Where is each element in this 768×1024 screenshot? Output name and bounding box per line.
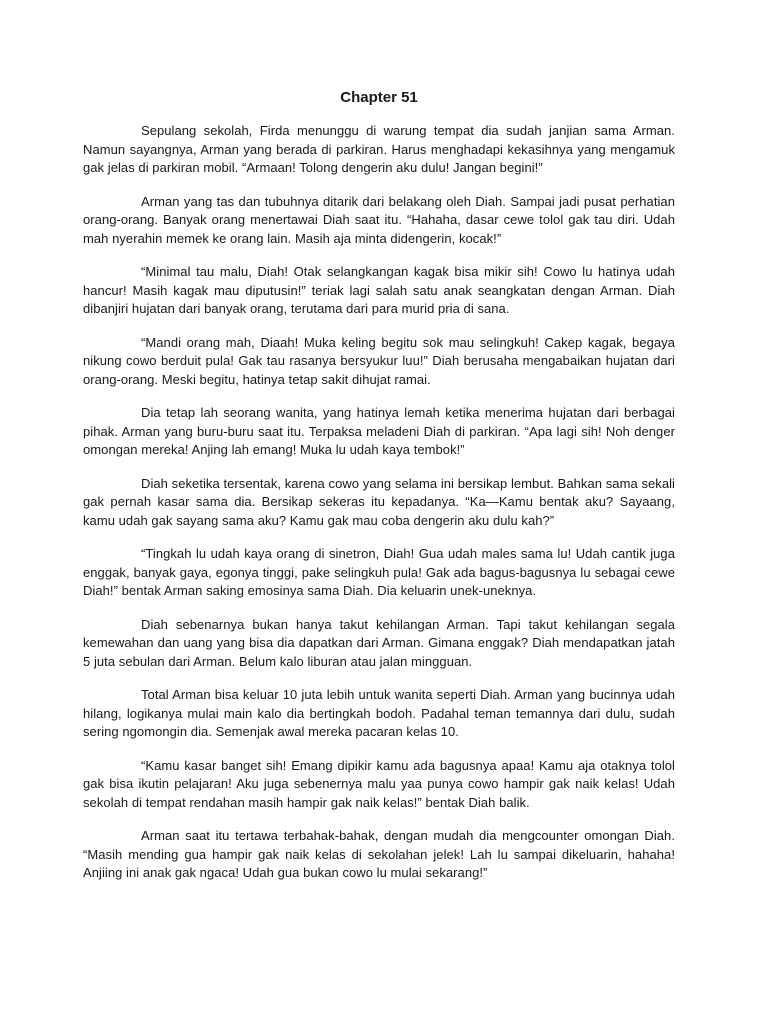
- paragraph-7: “Tingkah lu udah kaya orang di sinetron, Diah! Gua udah males sama lu! Udah cantik juga enggak, banyak gaya, egonya tinggi, pake selingkuh pula! Gak ada bagus-bagusnya lu sebagai cewe Diah!” bentak Arman saking emosinya sama Diah. Dia keluarin unek-uneknya.: [83, 546, 675, 598]
- document-page: [83, 88, 675, 898]
- paragraph-4: “Mandi orang mah, Diaah! Muka keling begitu sok mau selingkuh! Cakep kagak, begaya nikung cowo berduit pula! Gak tau rasanya bersyukur luu!” Diah berusaha mengabaikan hujatan dari orang-orang. Meski begitu, hatinya tetap sakit dihujat ramai.: [83, 334, 675, 387]
- chapter-title: Chapter 51: [340, 89, 418, 106]
- paragraph-8: Diah sebenarnya bukan hanya takut kehilangan Arman. Tapi takut kehilangan segala kemewahan dan uang yang bisa dia dapatkan dari Arman. Gimana enggak? Diah mendapatkan jatah 5 juta sebulan dari Arman. Belum kalo liburan atau jalan mingguan.: [83, 616, 675, 669]
- paragraph-2: Arman yang tas dan tubuhnya ditarik dari belakang oleh Diah. Sampai jadi pusat perhatian orang-orang. Banyak orang menertawai Diah saat itu. “Hahaha, dasar cewe tolol gak tau diri. Udah mah nyerahin memek ke orang lain. Masih aja minta didengerin, kocak!”: [83, 193, 675, 246]
- paragraph-10: “Kamu kasar banget sih! Emang dipikir kamu ada bagusnya apaa! Kamu aja otaknya tolol gak bisa ikutin pelajaran! Aku juga sebenernya malu yaa punya cowo hampir gak naik kelas! Udah sekolah di tempat rendahan masih hampir gak naik kelas!” bentak Diah balik.: [83, 757, 675, 810]
- paragraph-6: Diah seketika tersentak, karena cowo yang selama ini bersikap lembut. Bahkan sama sekali gak pernah kasar sama dia. Bersikap sekeras itu kepadanya. “Ka—Kamu bentak aku? Sayaang, kamu udah gak sayang sama aku? Kamu gak mau coba dengerin aku dulu kah?”: [83, 475, 675, 528]
- paragraph-5: Dia tetap lah seorang wanita, yang hatinya lemah ketika menerima hujatan dari berbagai pihak. Arman yang buru-buru saat itu. Terpaksa meladeni Diah di parkiran. “Apa lagi sih! Noh denger omongan mereka! Anjing lah emang! Muka lu udah kaya tembok!”: [83, 405, 675, 457]
- paragraph-3: “Minimal tau malu, Diah! Otak selangkangan kagak bisa mikir sih! Cowo lu hatinya udah hancur! Masih kagak mau diputusin!” teriak lagi salah satu anak seangkatan dengan Arman. Diah dibanjiri hujatan dari banyak orang, terutama dari para murid pria di sana.: [83, 264, 675, 316]
- paragraph-1: Sepulang sekolah, Firda menunggu di warung tempat dia sudah janjian sama Arman. Namun sayangnya, Arman yang berada di parkiran. Harus menghadapi kekasihnya yang mengamuk gak jelas di parkiran mobil. “Armaan! Tolong dengerin aku dulu! Jangan begini!”: [83, 123, 675, 175]
- paragraph-9: Total Arman bisa keluar 10 juta lebih untuk wanita seperti Diah. Arman yang bucinnya udah hilang, logikanya mulai main kalo dia bertingkah bodoh. Padahal teman temannya dari dulu, sudah sering ngomongin dia. Semenjak awal mereka pacaran kelas 10.: [83, 687, 675, 739]
- paragraph-11: Arman saat itu tertawa terbahak-bahak, dengan mudah dia mengcounter omongan Diah. “Masih mending gua hampir gak naik kelas di sekolahan jelek! Lah lu sampai dikeluarin, hahaha! Anjiing ini anak gak ngaca! Udah gua bukan cowo lu mulai sekarang!”: [83, 828, 675, 880]
